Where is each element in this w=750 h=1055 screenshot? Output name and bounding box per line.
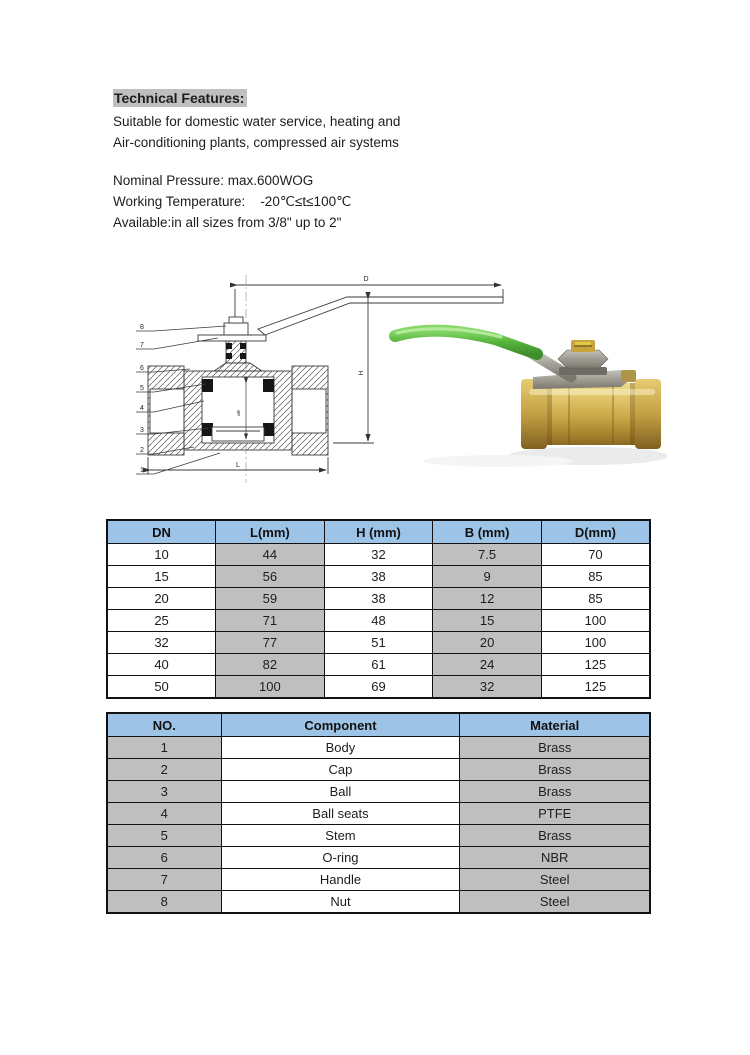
dim-label-ball: øB [236, 410, 241, 416]
table-cell: 70 [541, 544, 650, 566]
column-header: DN [107, 520, 216, 544]
table-row [107, 847, 650, 869]
components-table-header-row [107, 713, 650, 737]
callout-6: 6 [140, 365, 144, 372]
table-row [107, 825, 650, 847]
table-cell: 85 [541, 588, 650, 610]
stem-nut [224, 323, 248, 335]
table-cell: 71 [216, 610, 325, 632]
table-cell: 56 [216, 566, 325, 588]
column-header: Component [221, 713, 460, 737]
table-cell: 32 [107, 632, 216, 654]
table-row [107, 781, 650, 803]
column-header: NO. [107, 713, 221, 737]
table-cell: Nut [221, 891, 460, 914]
table-row [107, 803, 650, 825]
stop-tab [621, 370, 636, 382]
table-cell: 2 [107, 759, 221, 781]
table-cell: 59 [216, 588, 325, 610]
table-row [107, 759, 650, 781]
table-cell: Brass [460, 825, 650, 847]
column-header: H (mm) [324, 520, 433, 544]
table-cell: 6 [107, 847, 221, 869]
table-cell: 77 [216, 632, 325, 654]
intro-line-1: Suitable for domestic water service, heating and [113, 114, 401, 129]
table-cell: 48 [324, 610, 433, 632]
callout-5: 5 [140, 385, 144, 392]
intro-line-2: Air-conditioning plants, compressed air systems [113, 135, 399, 150]
table-cell: 15 [433, 610, 542, 632]
dim-label-L: L [236, 462, 240, 469]
table-cell: 100 [216, 676, 325, 699]
table-cell: 44 [216, 544, 325, 566]
table-cell: Brass [460, 781, 650, 803]
table-cell: Ball seats [221, 803, 460, 825]
valve-handle [395, 331, 537, 354]
table-cell: Brass [460, 737, 650, 759]
table-row [107, 869, 650, 891]
table-cell: 9 [433, 566, 542, 588]
table-cell: PTFE [460, 803, 650, 825]
table-row [107, 544, 650, 566]
table-cell: 1 [107, 737, 221, 759]
callout-4: 4 [140, 405, 144, 412]
table-cell: 10 [107, 544, 216, 566]
callout-2: 2 [140, 447, 144, 454]
table-row [107, 676, 650, 699]
table-row [107, 891, 650, 914]
dimensions-table [106, 519, 651, 699]
table-cell: 5 [107, 825, 221, 847]
column-header: B (mm) [433, 520, 542, 544]
dim-label-D: D [363, 276, 369, 283]
table-cell: Steel [460, 891, 650, 914]
spec-pressure: Nominal Pressure: max.600WOG [113, 173, 314, 188]
table-cell: Stem [221, 825, 460, 847]
table-cell: 32 [433, 676, 542, 699]
table-cell: 38 [324, 588, 433, 610]
table-cell: 24 [433, 654, 542, 676]
table-cell: 32 [324, 544, 433, 566]
table-cell: 38 [324, 566, 433, 588]
table-cell: 61 [324, 654, 433, 676]
bottom-insert [212, 427, 264, 441]
table-cell: Ball [221, 781, 460, 803]
ball-seat [263, 379, 274, 392]
callout-3: 3 [140, 427, 144, 434]
table-cell: NBR [460, 847, 650, 869]
column-header: D(mm) [541, 520, 650, 544]
table-cell: 20 [433, 632, 542, 654]
table-cell: 4 [107, 803, 221, 825]
table-row [107, 632, 650, 654]
section-heading-text: Technical Features: [113, 89, 247, 107]
table-cell: 85 [541, 566, 650, 588]
table-cell: 82 [216, 654, 325, 676]
ball-seat [202, 423, 213, 436]
table-row [107, 654, 650, 676]
table-cell: 100 [541, 632, 650, 654]
table-cell: 3 [107, 781, 221, 803]
ball-seat [202, 379, 213, 392]
valve-product-photo [383, 315, 675, 483]
ball-seat [263, 423, 274, 436]
technical-features-section [113, 88, 400, 233]
callout-1: 1 [140, 467, 144, 474]
dim-label-H: H [358, 370, 365, 376]
table-row [107, 610, 650, 632]
table-cell: Handle [221, 869, 460, 891]
table-cell: 8 [107, 891, 221, 914]
table-cell: 25 [107, 610, 216, 632]
table-cell: 100 [541, 610, 650, 632]
table-row [107, 588, 650, 610]
table-cell: 7 [107, 869, 221, 891]
spec-sizes: Available:in all sizes from 3/8" up to 2" [113, 215, 342, 230]
table-cell: 50 [107, 676, 216, 699]
section-heading [113, 88, 400, 108]
table-cell: 7.5 [433, 544, 542, 566]
table-cell: 51 [324, 632, 433, 654]
table-cell: 40 [107, 654, 216, 676]
table-cell: Steel [460, 869, 650, 891]
column-header: L(mm) [216, 520, 325, 544]
spec-temperature: Working Temperature: -20℃≤t≤100℃ [113, 194, 352, 209]
table-cell: 20 [107, 588, 216, 610]
components-table [106, 712, 651, 914]
table-row [107, 737, 650, 759]
handle-plate [198, 335, 266, 341]
callout-7: 7 [140, 342, 144, 349]
column-header: Material [460, 713, 650, 737]
valve-photo-svg [383, 315, 675, 483]
table-cell: 15 [107, 566, 216, 588]
callout-8: 8 [140, 324, 144, 331]
spec-list [113, 170, 400, 233]
table-row [107, 566, 650, 588]
table-cell: Brass [460, 759, 650, 781]
table-cell: Cap [221, 759, 460, 781]
table-cell: 69 [324, 676, 433, 699]
table-cell: O-ring [221, 847, 460, 869]
table-cell: 125 [541, 676, 650, 699]
table-cell: 125 [541, 654, 650, 676]
table-cell: Body [221, 737, 460, 759]
dimensions-table-header-row [107, 520, 650, 544]
table-cell: 12 [433, 588, 542, 610]
